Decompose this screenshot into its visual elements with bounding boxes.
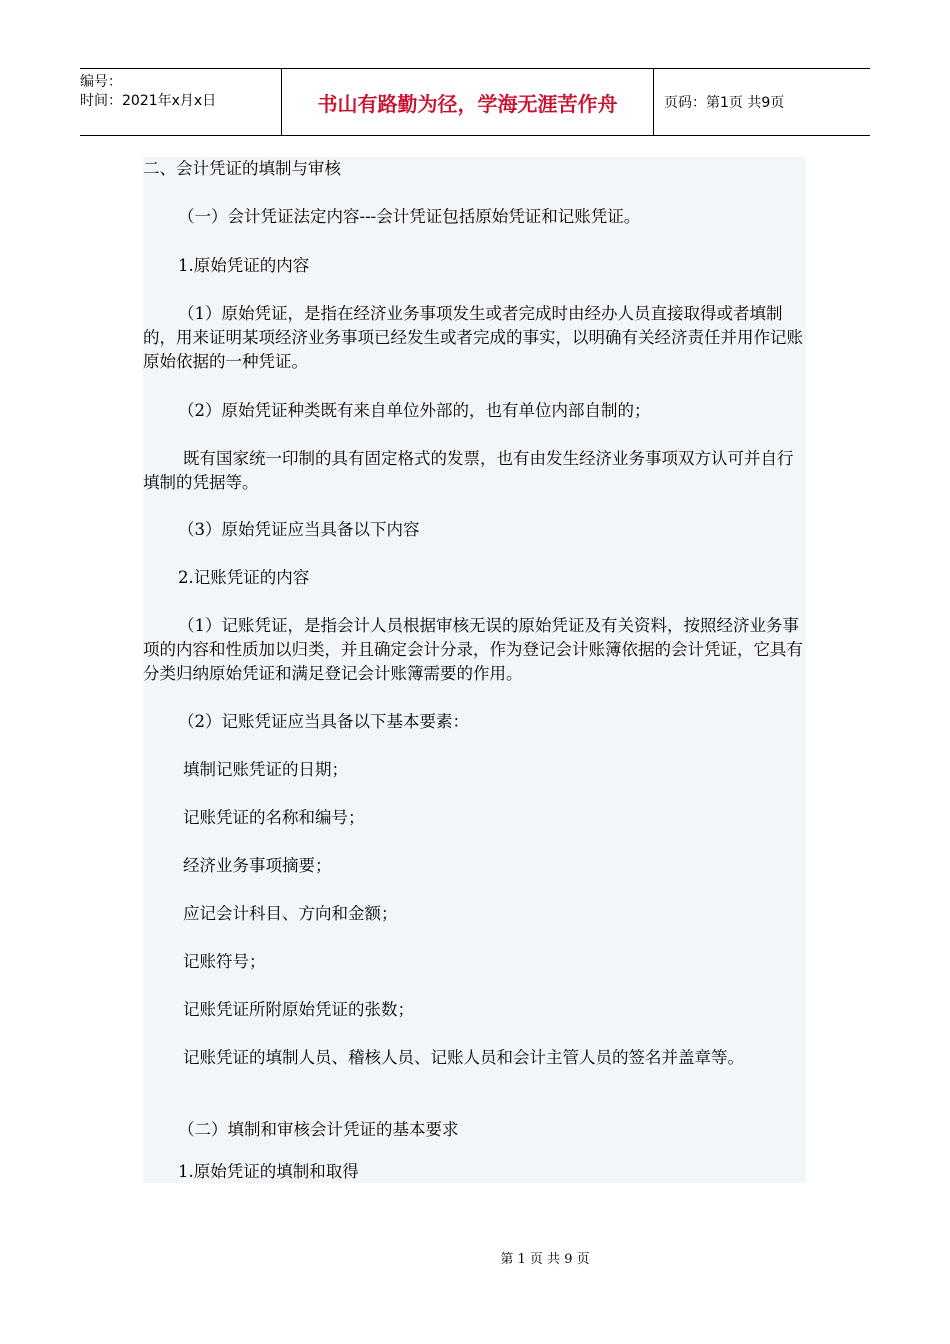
subsection-heading: （一）会计凭证法定内容---会计凭证包括原始凭证和记账凭证。 [178,207,641,226]
paragraph: （3）原始凭证应当具备以下内容 [178,520,420,539]
item-heading: 2.记账凭证的内容 [178,568,310,587]
paragraph: （1）记账凭证，是指会计人员根据审核无误的原始凭证及有关资料，按照经济业务事项的内容和性质加以归类，并且确定会计分录，作为登记会计账簿依据的会计凭证，它具有分类归纳原始凭证和满足登记会计账簿需要的作用。 [143,616,803,683]
subsection-heading: （二）填制和审核会计凭证的基本要求 [178,1120,459,1139]
item-heading: 1.原始凭证的内容 [178,256,310,275]
header-motto: 书山有路勤为径，学海无涯苦作舟 [281,69,654,135]
list-item: 应记会计科目、方向和金额； [183,904,398,923]
paragraph: （2）原始凭证种类既有来自单位外部的，也有单位内部自制的； [178,401,651,420]
document-time-label: 时间：2021年x月x日 [80,93,217,109]
list-item: 记账凭证的填制人员、稽核人员、记账人员和会计主管人员的签名并盖章等。 [183,1048,744,1067]
footer-page-number: 第 1 页 共 9 页 [500,1252,590,1267]
page-header [80,68,870,136]
header-meta [80,69,281,135]
paragraph: （1）原始凭证，是指在经济业务事项发生或者完成时由经办人员直接取得或者填制的，用来证明某项经济业务事项已经发生或者完成的事实，以明确有关经济责任并用作记账原始依据的一种凭证。 [143,304,803,371]
list-item: 经济业务事项摘要； [183,856,332,875]
list-item: 记账符号； [183,952,266,971]
document-body [143,157,806,1183]
paragraph: （2）记账凭证应当具备以下基本要素： [178,712,469,731]
page-footer [0,1248,950,1267]
paragraph: 既有国家统一印制的具有固定格式的发票，也有由发生经济业务事项双方认可并自行填制的凭据等。 [143,449,794,492]
section-heading: 二、会计凭证的填制与审核 [143,159,341,178]
header-page-info: 页码：第1页 共9页 [664,95,785,111]
item-heading: 1.原始凭证的填制和取得 [178,1162,359,1181]
list-item: 填制记账凭证的日期； [183,760,348,779]
list-item: 记账凭证的名称和编号； [183,808,365,827]
list-item: 记账凭证所附原始凭证的张数； [183,1000,414,1019]
document-number-label: 编号： [80,74,122,90]
